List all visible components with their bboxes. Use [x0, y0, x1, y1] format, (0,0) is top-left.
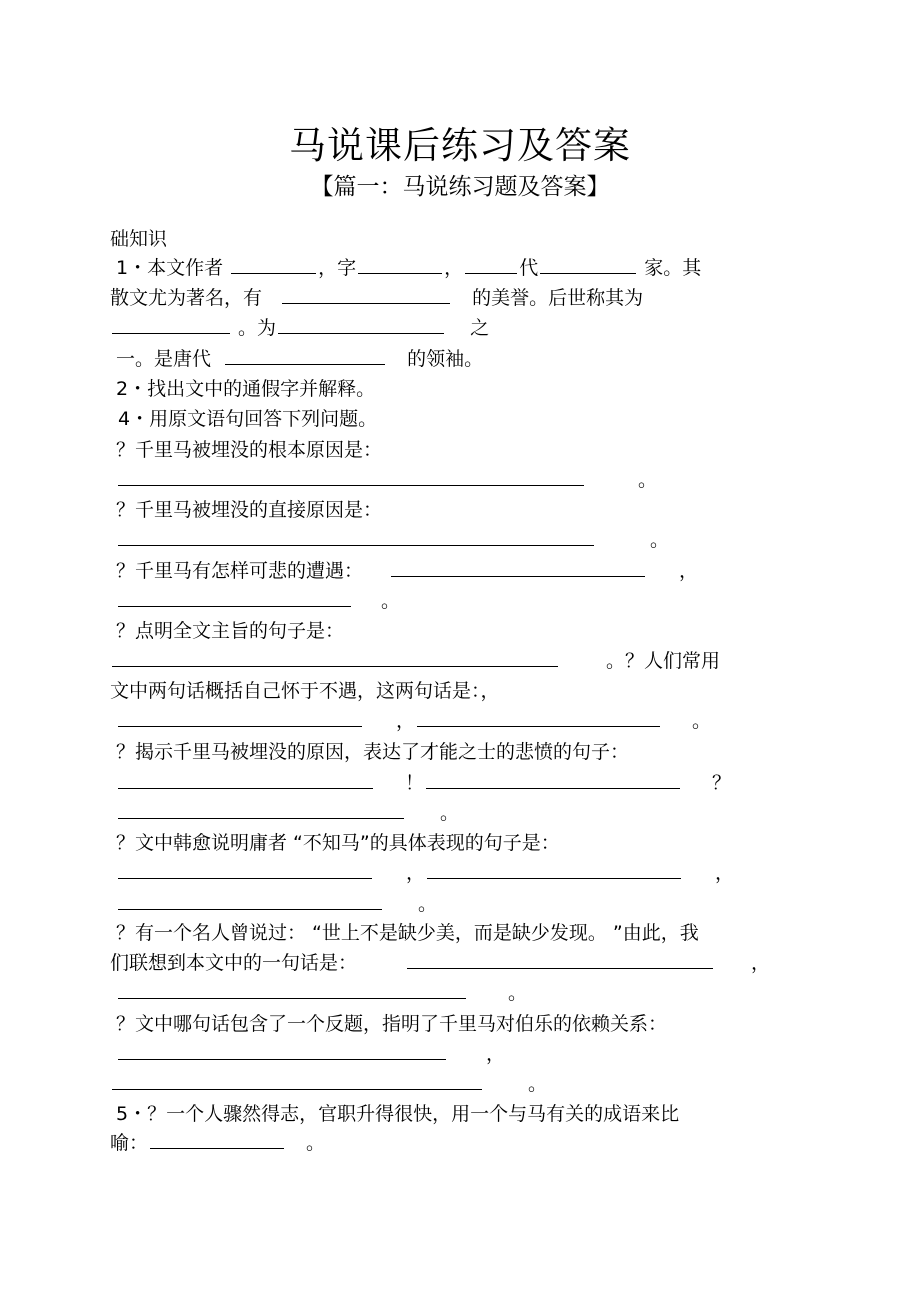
answer-blank[interactable] [118, 708, 362, 727]
section-heading: 础知识 [110, 228, 168, 250]
subquestion-5-answer-2: 。 [116, 800, 459, 826]
subquestion-5-answer: ！ ？ [116, 770, 731, 796]
subquestion-6-answer: ， ， [116, 860, 734, 886]
question-4: 4・用原文语句回答下列问题。 [118, 408, 378, 430]
document-title: 马说课后练习及答案 [289, 124, 631, 167]
answer-blank[interactable] [278, 315, 444, 334]
subquestion-4: ？点明全文主旨的句子是： [116, 620, 345, 642]
answer-blank[interactable] [426, 770, 680, 789]
subquestion-7: ？有一个名人曾说过： “世上不是缺少美，而是缺少发现。 ”由此，我 [116, 922, 699, 944]
question-1-line-4: 一。是唐代 的领袖。 [116, 348, 484, 370]
subquestion-2-answer: 。 [116, 527, 669, 553]
answer-blank[interactable] [465, 255, 517, 274]
subquestion-1-answer: 。 [116, 467, 657, 493]
question-1-line-3: 。为 之 [110, 315, 489, 341]
answer-blank[interactable] [391, 558, 645, 577]
question-1-line-2: 散文尤为著名，有 的美誉。后世称其为 [110, 287, 644, 309]
subquestion-4-answer: 。？人们常用 [110, 648, 720, 674]
answer-blank[interactable] [118, 980, 466, 999]
question-2: 2・找出文中的通假字并解释。 [116, 378, 376, 400]
question-1-line-1: 1・本文作者 ，字 ， 代 家。其 [116, 257, 702, 279]
question-5-continued: 喻： 。 [110, 1132, 326, 1154]
subquestion-1: ？千里马被埋没的根本原因是： [116, 439, 383, 461]
answer-blank[interactable] [118, 467, 584, 486]
document-subtitle: 【篇一：马说练习题及答案】 [310, 174, 610, 200]
answer-blank[interactable] [118, 770, 373, 789]
answer-blank[interactable] [112, 1071, 482, 1090]
answer-blank[interactable] [540, 255, 636, 274]
answer-blank[interactable] [282, 285, 450, 304]
answer-blank[interactable] [118, 527, 594, 546]
answer-blank[interactable] [118, 800, 404, 819]
answer-blank[interactable] [118, 860, 372, 879]
answer-blank[interactable] [118, 1041, 446, 1060]
answer-blank[interactable] [231, 255, 316, 274]
question-5: 5・？一个人骤然得志，官职升得很快，用一个与马有关的成语来比 [116, 1103, 680, 1125]
subquestion-2: ？千里马被埋没的直接原因是： [116, 499, 383, 521]
subquestion-6-answer-2: 。 [116, 891, 437, 917]
answer-blank[interactable] [150, 1130, 284, 1149]
subquestion-4-continued: 文中两句话概括自己怀于不遇，这两句话是：， [110, 680, 500, 702]
answer-blank[interactable] [417, 708, 660, 727]
answer-blank[interactable] [407, 950, 713, 969]
answer-blank[interactable] [427, 860, 681, 879]
subquestion-8-answer-2: 。 [110, 1071, 547, 1097]
subquestion-8-answer: ， [116, 1041, 505, 1067]
subquestion-7-answer: 。 [116, 980, 527, 1006]
subquestion-3-answer: 。 [116, 588, 400, 614]
subquestion-7-continued: 们联想到本文中的一句话是： ， [110, 952, 771, 974]
subquestion-5: ？揭示千里马被埋没的原因，表达了才能之士的悲愤的句子： [116, 741, 630, 763]
answer-blank[interactable] [358, 255, 442, 274]
answer-blank[interactable] [118, 891, 382, 910]
subquestion-3: ？千里马有怎样可悲的遭遇： ， [116, 560, 699, 582]
answer-blank[interactable] [225, 346, 385, 365]
subquestion-6: ？文中韩愈说明庸者 “不知马”的具体表现的句子是： [116, 832, 560, 854]
answer-blank[interactable] [112, 648, 558, 667]
answer-blank[interactable] [118, 588, 351, 607]
subquestion-4-blanks: ， 。 [116, 708, 711, 734]
answer-blank[interactable] [112, 315, 230, 334]
subquestion-8: ？文中哪句话包含了一个反题，指明了千里马对伯乐的依赖关系： [116, 1013, 668, 1035]
